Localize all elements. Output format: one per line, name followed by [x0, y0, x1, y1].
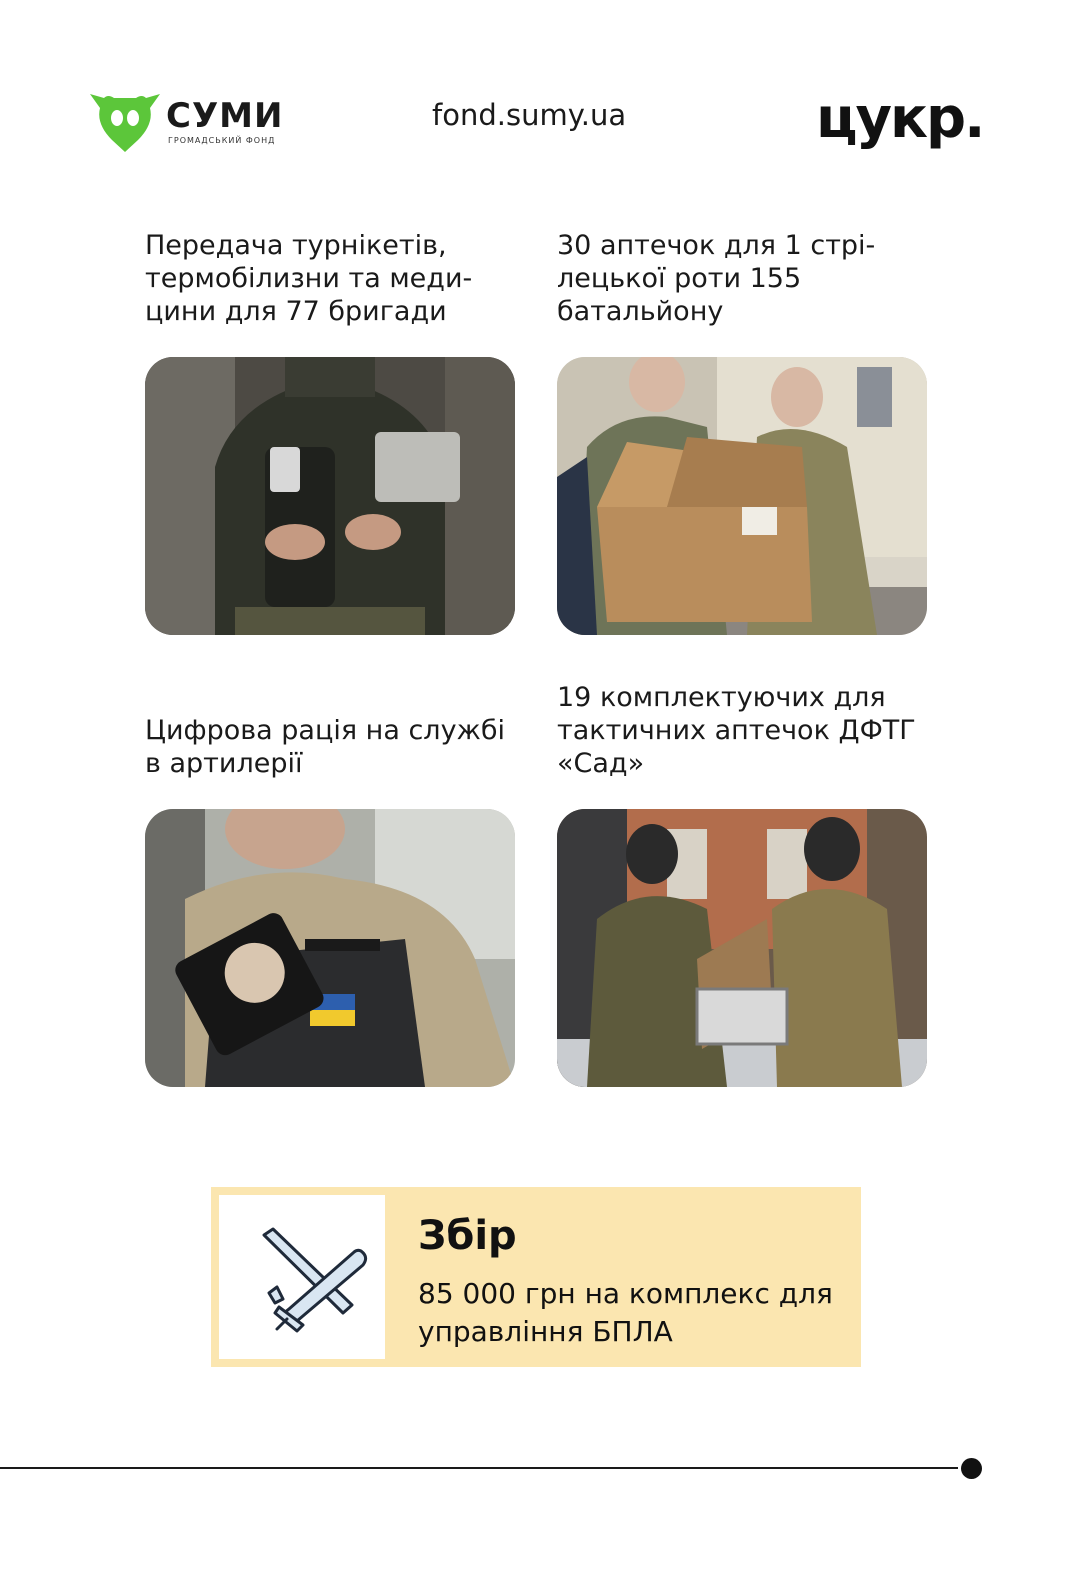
logo-subtitle: ГРОМАДСЬКИЙ ФОНД [168, 136, 276, 145]
fundraiser-icon-box [219, 1195, 385, 1359]
card-title-4: 19 комплектуючих для тактичних аптечок ДФТГ «Сад» [557, 682, 916, 779]
logo [88, 88, 288, 154]
fundraiser-box [211, 1187, 861, 1367]
logo-name: СУМИ [166, 96, 284, 136]
soldiers-with-cardboard-box-photo [557, 357, 927, 635]
logo-mark-icon [88, 88, 162, 154]
footer-divider [0, 1467, 958, 1469]
site-url-link[interactable]: fond.sumy.ua [432, 98, 627, 132]
fundraiser-text: 85 000 грн на комплекс для управління БПЛА [418, 1277, 833, 1348]
card-title-1: Передача турнікетів, термобілизни та меди-цини для 77 бригади [145, 230, 473, 327]
card-title-3: Цифрова рація на службі в артилерії [145, 715, 506, 779]
soldier-holding-medical-kits-photo [145, 357, 515, 635]
drone-icon [219, 1195, 385, 1359]
brand-logo: цукр. [816, 86, 984, 151]
radio-on-soldier-vest-photo [145, 809, 515, 1087]
soldiers-with-kit-box-photo [557, 809, 927, 1087]
fundraiser-title: Збір [418, 1213, 517, 1259]
footer-dot [961, 1458, 982, 1479]
card-title-2: 30 аптечок для 1 стрі-лецької роти 155 батальйону [557, 230, 876, 327]
